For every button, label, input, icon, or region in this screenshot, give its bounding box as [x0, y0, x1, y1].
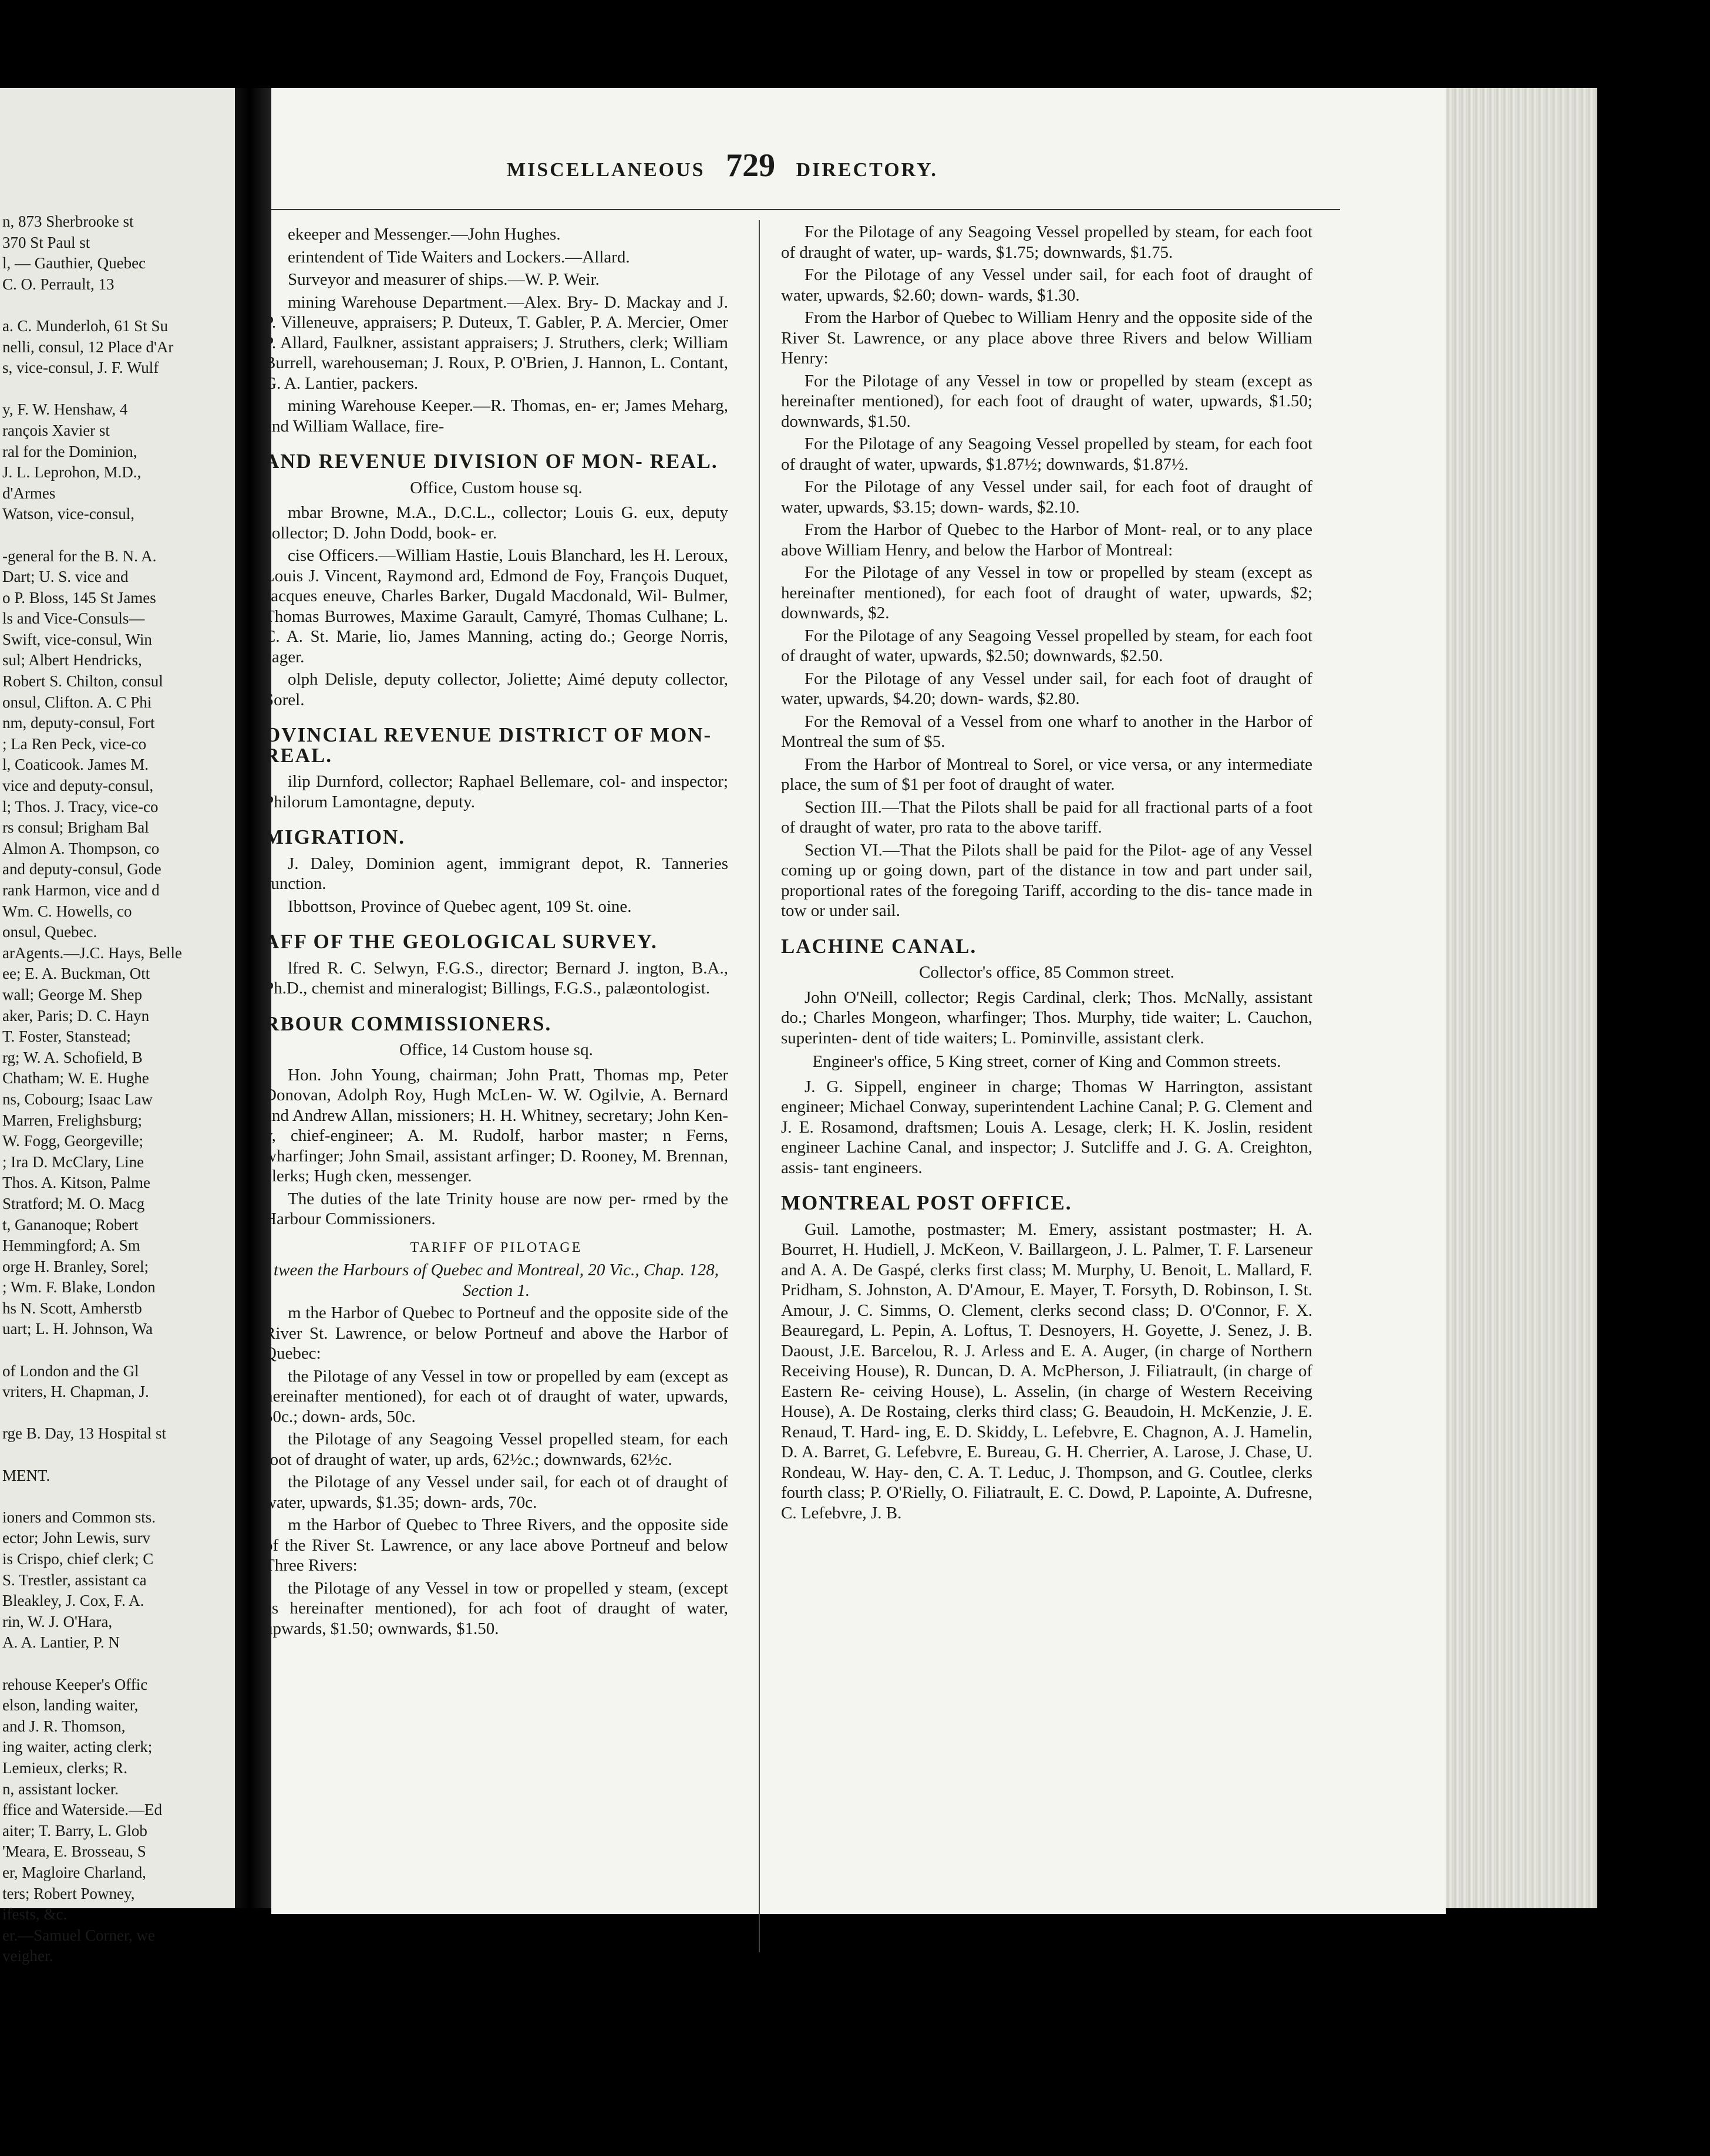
paragraph: olph Delisle, deputy collector, Joliette; Aimé deputy collector, Sorel. [264, 670, 728, 709]
left-page-line: A. A. Lantier, P. N [2, 1633, 120, 1652]
left-page-line: er.—Samuel Corner, we [2, 1926, 155, 1944]
left-page-line: S. Trestler, assistant ca [2, 1571, 147, 1589]
left-page-line: aker, Paris; D. C. Hayn [2, 1006, 150, 1025]
left-page-line: vice and deputy-consul, [2, 777, 154, 795]
left-page-line: rank Harmon, vice and d [2, 881, 160, 899]
paragraph: Surveyor and measurer of ships.—W. P. Weir. [288, 270, 600, 289]
left-page-line: ffice and Waterside.—Ed [2, 1801, 162, 1819]
paragraph: Hon. John Young, chairman; John Pratt, Thomas mp, Peter Donovan, Adolph Roy, Hugh McLen- W. W. Ogilvie, A. Bernard and Andrew Allan, missioners; H. H. Whitney, secretary; John Ken- y, chief-engineer; A. M. Rudolf, harbor master; n Ferns, wharfinger; John Smail, assistant arfinger; D. Rooney, M. Brennan, clerks; Hugh cken, messenger. [264, 1065, 728, 1185]
left-page-line: of London and the Gl [2, 1362, 139, 1380]
left-page-line [2, 379, 249, 400]
left-page-line: rg; W. A. Schofield, B [2, 1048, 143, 1066]
left-page-line: rin, W. J. O'Hara, [2, 1612, 113, 1631]
paragraph: the Pilotage of any Vessel under sail, for each ot of draught of water, upwards, $1.35; down- ards, 70c. [264, 1473, 728, 1512]
left-page-line [2, 1653, 249, 1675]
left-page-line: nm, deputy-consul, Fort [2, 714, 155, 732]
left-page-line: Chatham; W. E. Hughe [2, 1069, 149, 1087]
office-address: Collector's office, 85 Common street. [919, 963, 1174, 982]
paragraph: For the Pilotage of any Vessel in tow or propelled by steam (except as hereinafter mentioned), for each foot of draught of water, upwards, $1.50; downwards, $1.50. [781, 371, 1312, 431]
header-left: MISCELLANEOUS [507, 159, 705, 181]
column-divider [759, 220, 760, 1952]
left-page-line: and deputy-consul, Gode [2, 860, 161, 878]
paragraph: Section III.—That the Pilots shall be paid for all fractional parts of a foot of draught of water, pro rata to the above tariff. [781, 797, 1312, 837]
header-right: DIRECTORY. [796, 159, 938, 181]
paragraph: J. Daley, Dominion agent, immigrant depot, R. Tanneries Junction. [264, 854, 728, 893]
left-page-line: T. Foster, Stanstead; [2, 1028, 131, 1046]
left-page-line [2, 1444, 249, 1466]
paragraph: mining Warehouse Keeper.—R. Thomas, en- er; James Meharg, and William Wallace, fire- [264, 396, 728, 436]
paragraph: For the Pilotage of any Vessel under sail, for each foot of draught of water, upwards, $3.15; down- wards, $2.10. [781, 477, 1312, 517]
section-heading: OVINCIAL REVENUE DISTRICT OF MON- REAL. [264, 723, 712, 767]
header-rule [271, 209, 1340, 210]
left-page-line: o P. Bloss, 145 St James [2, 588, 156, 607]
left-page-line: Lemieux, clerks; R. [2, 1759, 127, 1777]
section-heading: MIGRATION. [264, 826, 406, 848]
paragraph: Ibbottson, Province of Quebec agent, 109 St. oine. [288, 897, 632, 916]
paragraph: m the Harbor of Quebec to Three Rivers, and the opposite side of the River St. Lawrence, or any lace above Portneuf and below Three Rivers: [264, 1515, 728, 1575]
left-page-line: nelli, consul, 12 Place d'Ar [2, 338, 174, 356]
paragraph: TARIFF OF PILOTAGE [410, 1239, 583, 1255]
column-left [264, 224, 728, 1641]
paragraph: For the Removal of a Vessel from one wharf to another in the Harbor of Montreal the sum of $5. [781, 712, 1312, 751]
paragraph: From the Harbor of Montreal to Sorel, or vice versa, or any intermediate place, the sum of $1 per foot of draught of water. [781, 754, 1312, 794]
paragraph: For the Pilotage of any Seagoing Vessel propelled by steam, for each foot of draught of water, up- wards, $1.75; downwards, $1.75. [781, 223, 1312, 262]
left-page-line: t, Gananoque; Robert [2, 1215, 139, 1234]
left-page-line: ioners and Common sts. [2, 1508, 156, 1526]
left-page-line: arAgents.—J.C. Hays, Belle [2, 944, 182, 962]
left-page-line: 'Meara, E. Brosseau, S [2, 1842, 146, 1861]
left-page-line: is Crispo, chief clerk; C [2, 1550, 154, 1568]
left-page-line: orge H. Branley, Sorel; [2, 1257, 149, 1275]
left-page-line: rehouse Keeper's Offic [2, 1675, 148, 1693]
page-number: 729 [726, 147, 776, 184]
left-page-line: Stratford; M. O. Macg [2, 1194, 145, 1212]
left-page-line: ee; E. A. Buckman, Ott [2, 965, 150, 983]
column-right [781, 222, 1312, 1525]
left-page-line: Dart; U. S. vice and [2, 568, 129, 586]
left-page-line: n, assistant locker. [2, 1780, 119, 1798]
left-page-line: 370 St Paul st [2, 233, 90, 251]
left-page-line: MENT. [2, 1466, 51, 1484]
left-page-line: ls and Vice-Consuls— [2, 609, 145, 628]
paragraph: m the Harbor of Quebec to Portneuf and the opposite side of the River St. Lawrence, or below Portneuf and above the Harbor of Quebec: [264, 1303, 728, 1363]
paragraph: Section VI.—That the Pilots shall be paid for the Pilot- age of any Vessel coming up or going down, part of the distance in tow and part under sail, proportional rates of the foregoing Tariff, according to the dis- tance made in tow or under sail. [781, 840, 1312, 920]
section-heading: LACHINE CANAL. [781, 934, 977, 958]
left-page-line: onsul, Clifton. A. C Phi [2, 693, 152, 711]
left-page-line: Watson, vice-consul, [2, 505, 135, 523]
left-page-line: Thos. A. Kitson, Palme [2, 1174, 151, 1192]
left-page-line: l, Coaticook. James M. [2, 756, 149, 774]
left-page-line: Wm. C. Howells, co [2, 902, 132, 920]
paragraph: the Pilotage of any Vessel in tow or propelled by eam (except as hereinafter mentioned), for each ot of draught of water, upwards, 50c.; down- ards, 50c. [264, 1366, 728, 1426]
left-page-line: J. L. Leprohon, M.D., [2, 463, 142, 481]
left-page-line: Hemmingford; A. Sm [2, 1237, 140, 1255]
paragraph: For the Pilotage of any Vessel under sail, for each foot of draught of water, upwards, $2.60; down- wards, $1.30. [781, 265, 1312, 305]
left-page-line: C. O. Perrault, 13 [2, 275, 115, 293]
paragraph: For the Pilotage of any Vessel in tow or propelled by steam (except as hereinafter mentioned), for each foot of draught of water, upwards, $2; downwards, $2. [781, 563, 1312, 622]
left-page-line: a. C. Munderloh, 61 St Su [2, 316, 169, 335]
left-page-line: rs consul; Brigham Bal [2, 818, 149, 837]
left-page-line: onsul, Quebec. [2, 923, 97, 941]
left-page-line: ral for the Dominion, [2, 442, 137, 460]
left-page-line: Robert S. Chilton, consul [2, 672, 163, 690]
left-page-line: vriters, H. Chapman, J. [2, 1383, 149, 1401]
paragraph: cise Officers.—William Hastie, Louis Blanchard, les H. Leroux, Louis J. Vincent, Raymond ard, Edmond de Foy, François Duquet, Jacques eneuve, Charles Barker, Dugald Macdonald, Wil- Bulmer, Thomas Burrowes, Maxime Garault, Camyré, Thomas Culhane; L. C. A. St. Marie, lio, James Manning, acting do.; George Norris, eager. [264, 546, 728, 666]
left-page-line: hs N. Scott, Amherstb [2, 1299, 142, 1317]
left-page-line [2, 1486, 249, 1507]
left-page-line [2, 525, 249, 546]
paragraph: From the Harbor of Quebec to William Henry and the opposite side of the River St. Lawrence, or any place above three Rivers and below William Henry: [781, 308, 1312, 368]
section-heading: AFF OF THE GEOLOGICAL SURVEY. [264, 930, 658, 953]
left-page-line: n, 873 Sherbrooke st [2, 213, 134, 230]
left-page-line: W. Fogg, Georgeville; [2, 1132, 143, 1150]
paragraph: Guil. Lamothe, postmaster; M. Emery, assistant postmaster; H. A. Bourret, H. Hudiell, J. McKeon, V. Baillargeon, J. L. Palmer, T. F. Larseneur and A. A. De Gaspé, clerks first class; M. Murphy, U. Benoit, L. Mallard, F. Pridham, S. Johnston, A. D'Amour, E. Mayer, T. Forsyth, D. Robinson, I. St. Amour, J. C. Simms, O. Clement, clerks second class; D. O'Connor, F. X. Beauregard, L. Pepin, A. Loftus, T. Desnoyers, H. Goyette, J. Senez, J. B. Daoust, J.E. Barcelou, R. J. Arless and E. A. Auger, (in charge of Northern Receiving House), R. Duncan, D. A. McPherson, J. Filiatrault, (in charge of Eastern Re- ceiving House), L. Asselin, (in charge of Western Receiving House), A. De Rostaing, clerks third class; G. Beaudoin, H. McKenzie, J. E. Renaud, T. Hard- ing, E. D. Skiddy, L. Lefebvre, E. Chagnon, A. J. Hamelin, D. A. Barret, G. Lefebvre, E. Bureau, G. H. Cherrier, A. Larose, J. Chase, U. Rondeau, W. Hay- den, C. A. T. Leduc, J. Thompson, and G. Coutlee, clerks fourth class; P. O'Rielly, O. Filiatrault, E. C. Dowd, P. Lapointe, A. Dufresne, C. Lefebvre, J. B. [781, 1220, 1312, 1522]
paragraph: ilip Durnford, collector; Raphael Bellemare, col- and inspector; Philorum Lamontagne, deputy. [264, 772, 728, 811]
page-edges [1439, 88, 1597, 1908]
left-page-line: rançois Xavier st [2, 421, 110, 439]
left-page-line: aiter; T. Barry, L. Glob [2, 1821, 147, 1840]
office-address: Office, Custom house sq. [410, 478, 583, 497]
left-page-line: ector; John Lewis, surv [2, 1529, 150, 1547]
left-page-line: ns, Cobourg; Isaac Law [2, 1090, 153, 1108]
left-page-line [2, 295, 249, 316]
left-page-line: er, Magloire Charland, [2, 1863, 146, 1881]
office-address: Office, 14 Custom house sq. [399, 1040, 593, 1059]
paragraph: For the Pilotage of any Seagoing Vessel propelled by steam, for each foot of draught of water, upwards, $2.50; downwards, $2.50. [781, 626, 1312, 665]
left-page-line: ing waiter, acting clerk; [2, 1738, 153, 1756]
left-page-line: ; La Ren Peck, vice-co [2, 735, 147, 753]
left-page-line: veigher. [2, 1947, 53, 1965]
left-page-line: Almon A. Thompson, co [2, 839, 160, 857]
left-page-line: ters; Robert Powney, [2, 1884, 135, 1902]
left-page-line: l, — Gauthier, Quebec [2, 254, 146, 272]
left-page-line: uart; L. H. Johnson, Wa [2, 1320, 153, 1338]
left-page-line: l; Thos. J. Tracy, vice-co [2, 797, 159, 816]
office-address: Engineer's office, 5 King street, corner of King and Common streets. [812, 1052, 1281, 1071]
paragraph: For the Pilotage of any Vessel under sail, for each foot of draught of water, upwards, $4.20; down- wards, $2.80. [781, 669, 1312, 708]
section-heading: MONTREAL POST OFFICE. [781, 1191, 1072, 1214]
page-header [470, 147, 975, 184]
left-page-line: ; Wm. F. Blake, London [2, 1278, 156, 1296]
paragraph: tween the Harbours of Quebec and Montreal, 20 Vic., Chap. 128, Section 1. [274, 1261, 719, 1300]
section-heading: RBOUR COMMISSIONERS. [264, 1012, 552, 1035]
left-page-line: ; Ira D. McClary, Line [2, 1153, 144, 1171]
paragraph: mbar Browne, M.A., D.C.L., collector; Louis G. eux, deputy collector; D. John Dodd, book- er. [264, 503, 728, 543]
left-page-line [2, 1340, 249, 1361]
left-page-line: ifests, &c. [2, 1905, 68, 1923]
paragraph: the Pilotage of any Seagoing Vessel propelled steam, for each foot of draught of water, up ards, 62½c.; downwards, 62½c. [264, 1430, 728, 1469]
paragraph: ekeeper and Messenger.—John Hughes. [288, 225, 561, 244]
left-page-column [2, 211, 249, 1967]
paragraph: erintendent of Tide Waiters and Lockers.—Allard. [288, 247, 630, 267]
paragraph: For the Pilotage of any Seagoing Vessel propelled by steam, for each foot of draught of water, upwards, $1.87½; downwards, $1.87½. [781, 434, 1312, 474]
left-page-line: sul; Albert Hendricks, [2, 651, 142, 669]
paragraph: the Pilotage of any Vessel in tow or propelled y steam, (except as hereinafter mentioned), for ach foot of draught of water, upwards, $1.50; ownwards, $1.50. [264, 1578, 728, 1638]
left-page-line: Bleakley, J. Cox, F. A. [2, 1592, 144, 1610]
left-page-line: d'Armes [2, 484, 56, 502]
left-page-line: Swift, vice-consul, Win [2, 630, 152, 648]
left-page-line: rge B. Day, 13 Hospital st [2, 1424, 166, 1443]
paragraph: The duties of the late Trinity house are now per- rmed by the Harbour Commissioners. [264, 1189, 728, 1228]
left-page-line: Marren, Frelighsburg; [2, 1111, 142, 1129]
left-page-line: y, F. W. Henshaw, 4 [2, 400, 128, 419]
left-page-line: wall; George M. Shep [2, 985, 142, 1003]
paragraph: John O'Neill, collector; Regis Cardinal, clerk; Thos. McNally, assistant do.; Charles Mongeon, wharfinger; Thos. Murphy, tide waiter; L. Cauchon, superinten- dent of tide waiters; L. Pominville, assistant clerk. [781, 988, 1312, 1047]
section-heading: AND REVENUE DIVISION OF MON- REAL. [264, 450, 718, 473]
left-page-line [2, 1403, 249, 1424]
left-page-line: -general for the B. N. A. [2, 547, 157, 565]
paragraph: J. G. Sippell, engineer in charge; Thomas W Harrington, assistant engineer; Michael Conway, superintendent Lachine Canal; P. G. Clement and J. E. Rosamond, draftsmen; Louis A. Lesage, clerk; H. K. Joslin, resident engineer Lachine Canal, and inspector; J. Sutcliffe and J. G. A. Creighton, assis- tant engineers. [781, 1077, 1312, 1177]
paragraph: From the Harbor of Quebec to the Harbor of Mont- real, or to any place above William Henry, and below the Harbor of Montreal: [781, 520, 1312, 560]
left-page-line: and J. R. Thomson, [2, 1717, 126, 1735]
left-page-line: elson, landing waiter, [2, 1696, 139, 1714]
paragraph: mining Warehouse Department.—Alex. Bry- D. Mackay and J. P. Villeneuve, appraisers; P. Duteux, T. Gabler, P. A. Mercier, Omer P. Allard, Faulkner, assistant appraisers; J. Struthers, clerk; William Burrell, warehouseman; J. Roux, P. O'Brien, J. Hannon, L. Contant, G. A. Lantier, packers. [264, 292, 728, 393]
left-page [0, 88, 235, 1965]
left-page-line: s, vice-consul, J. F. Wulf [2, 359, 159, 377]
paragraph: lfred R. C. Selwyn, F.G.S., director; Bernard J. ington, B.A., Ph.D., chemist and mineralogist; Billings, F.G.S., palæontologist. [264, 958, 728, 998]
